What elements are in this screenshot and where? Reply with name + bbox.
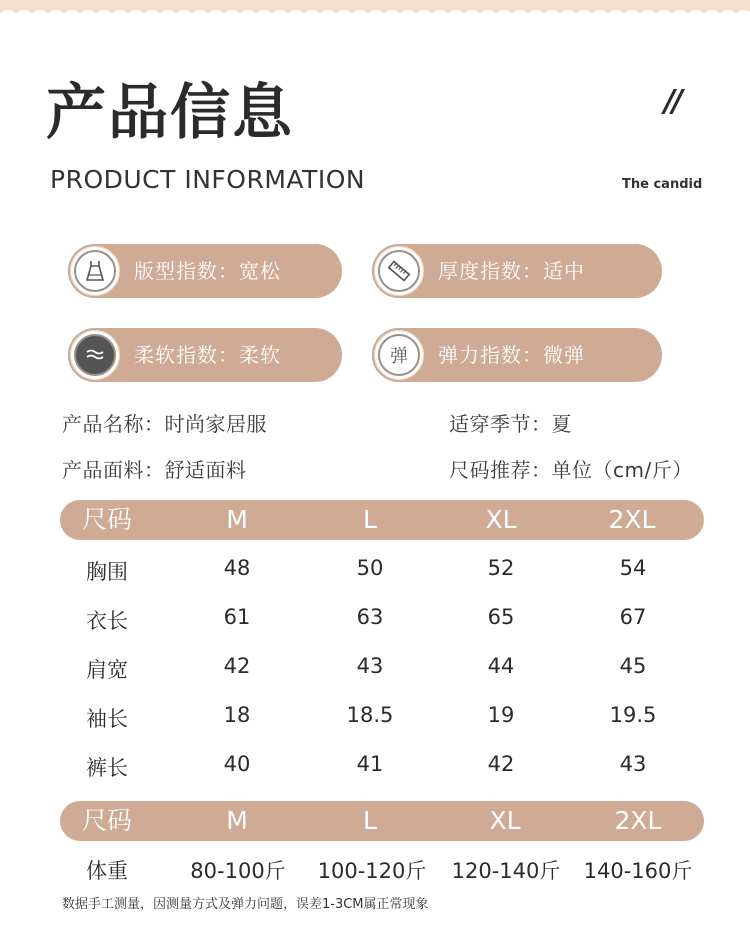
size-row-label: 胸围	[86, 560, 128, 584]
size-row-label: 肩宽	[86, 658, 128, 682]
ruler-icon	[378, 250, 420, 292]
top-border	[0, 0, 750, 20]
decorative-slash: //	[664, 84, 680, 119]
weight-header-l: L	[363, 806, 377, 835]
header-l: L	[363, 505, 377, 534]
size-cell: 50	[356, 556, 384, 580]
size-cell: 65	[487, 605, 515, 629]
weight-header-xl: XL	[489, 806, 521, 835]
size-cell: 45	[619, 654, 647, 678]
size-cell: 40	[223, 752, 251, 776]
header-2xl: 2XL	[608, 505, 656, 534]
size-cell: 61	[223, 605, 251, 629]
fit-index-pill	[68, 244, 342, 298]
weight-2xl: 140-160斤	[583, 859, 693, 883]
size-cell: 42	[487, 752, 515, 776]
measurement-note: 数据手工测量，因测量方式及弹力问题，误差1-3CM属正常现象	[62, 897, 429, 912]
elasticity-index-label: 弹力指数：微弹	[438, 343, 585, 367]
header-size: 尺码	[81, 505, 133, 534]
dress-icon	[74, 250, 116, 292]
wave-icon	[74, 334, 116, 376]
weight-header-2xl: 2XL	[614, 806, 662, 835]
weight-l: 100-120斤	[317, 859, 427, 883]
size-recommendation: 尺码推荐：单位（cm/斤）	[449, 458, 693, 482]
elastic-icon-text: 弹	[390, 346, 408, 367]
elasticity-index-pill	[372, 328, 662, 382]
softness-index-label: 柔软指数：柔软	[134, 343, 281, 367]
size-cell: 41	[356, 752, 384, 776]
size-row-label: 袖长	[86, 707, 128, 731]
softness-index-pill	[68, 328, 342, 382]
thickness-index-label: 厚度指数：适中	[438, 259, 585, 283]
size-cell: 43	[619, 752, 647, 776]
weight-header-m: M	[226, 806, 248, 835]
thickness-index-pill	[372, 244, 662, 298]
header-m: M	[226, 505, 248, 534]
elastic-icon	[378, 334, 420, 376]
page-title: 产品信息	[46, 78, 294, 148]
size-cell: 19	[487, 703, 515, 727]
weight-table-header	[60, 801, 704, 841]
size-cell: 52	[487, 556, 515, 580]
size-cell: 48	[223, 556, 251, 580]
header-xl: XL	[485, 505, 517, 534]
size-table-header	[60, 500, 704, 540]
weight-m: 80-100斤	[190, 859, 286, 883]
brand-name: The candid	[622, 177, 703, 192]
fit-index-label: 版型指数：宽松	[134, 259, 281, 283]
product-name: 产品名称：时尚家居服	[62, 412, 267, 436]
size-cell: 44	[487, 654, 515, 678]
size-cell: 67	[619, 605, 647, 629]
product-season: 适穿季节：夏	[449, 412, 572, 436]
size-cell: 42	[223, 654, 251, 678]
size-cell: 18	[223, 703, 251, 727]
size-row-label: 衣长	[86, 609, 128, 633]
scalloped-edge	[0, 10, 750, 24]
size-cell: 54	[619, 556, 647, 580]
product-fabric: 产品面料：舒适面料	[62, 458, 247, 482]
size-cell: 18.5	[346, 703, 394, 727]
size-cell: 63	[356, 605, 384, 629]
size-row-label: 裤长	[86, 756, 128, 780]
size-cell: 19.5	[609, 703, 657, 727]
page-subtitle: PRODUCT INFORMATION	[50, 165, 366, 194]
weight-header-size: 尺码	[81, 806, 133, 835]
weight-xl: 120-140斤	[451, 859, 561, 883]
weight-label: 体重	[86, 859, 128, 883]
size-cell: 43	[356, 654, 384, 678]
